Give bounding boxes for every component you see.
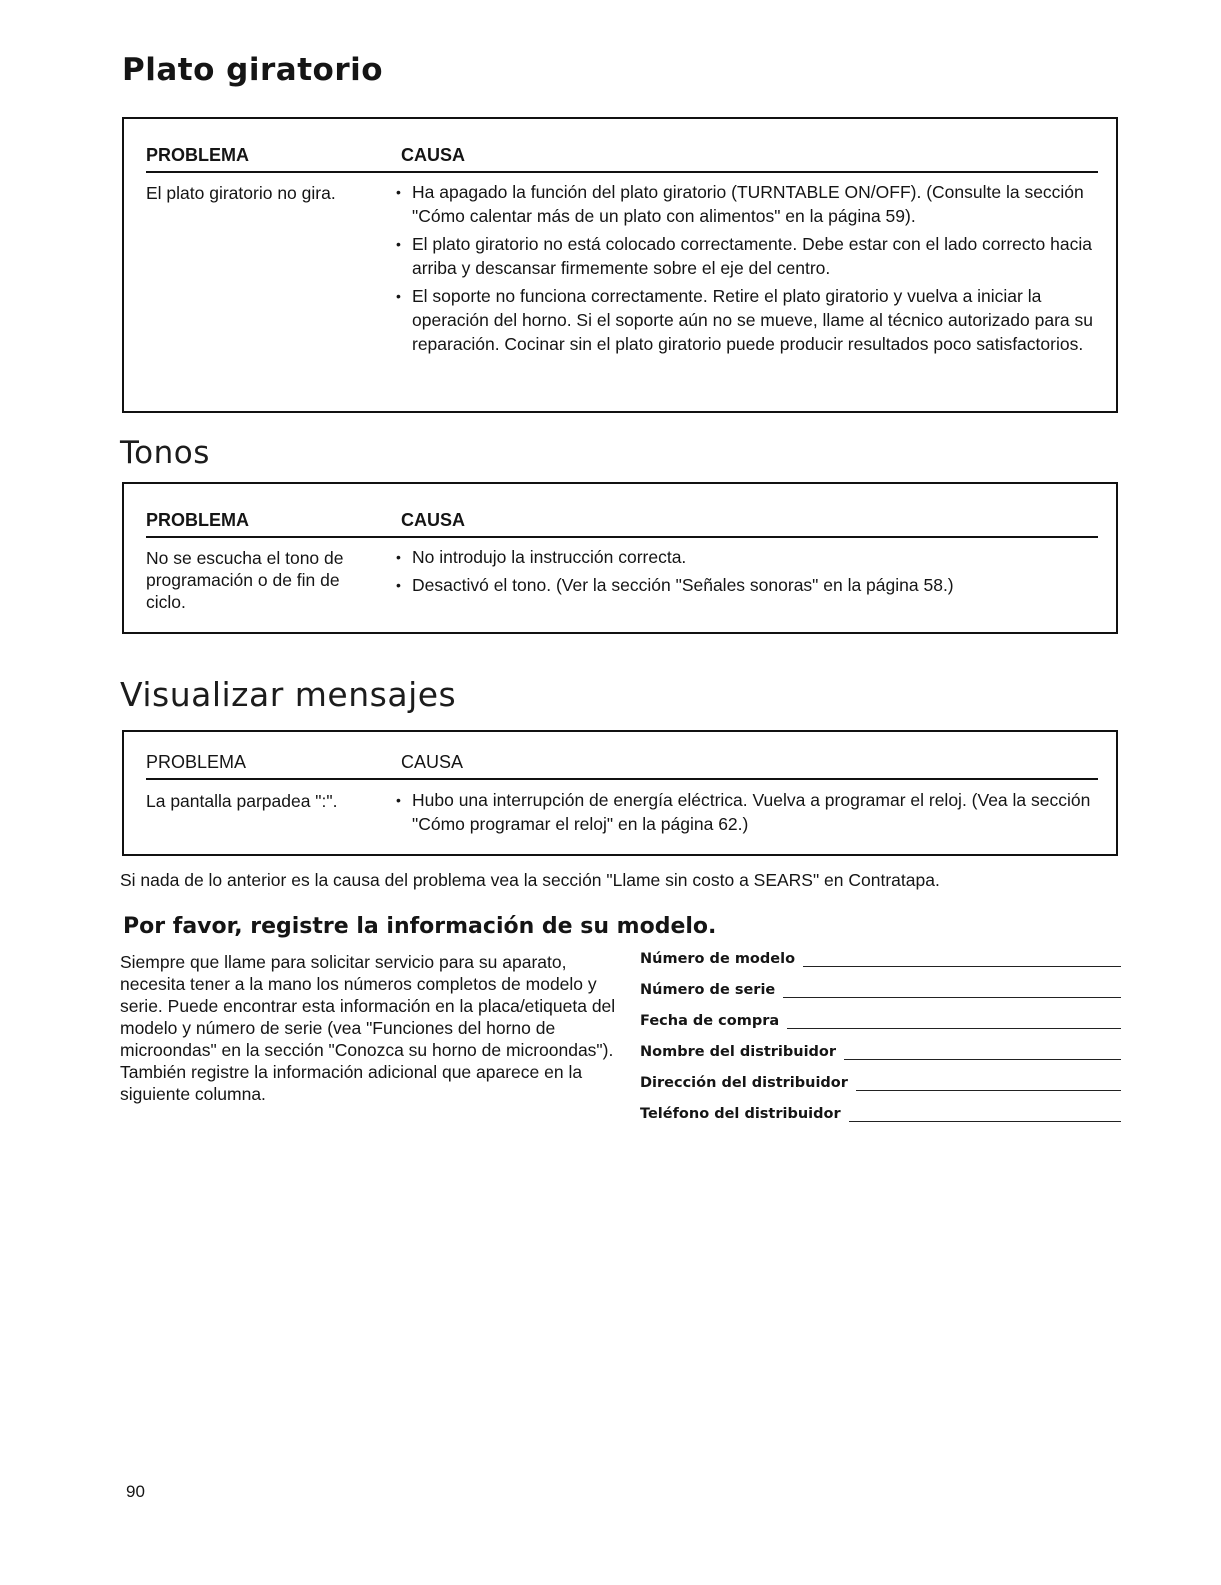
page-number: 90 [126,1482,145,1501]
problem-text: La pantalla parpadea ":". [146,791,338,811]
form-row-serial-number [640,982,1125,1013]
field-label: Fecha de compra [640,1013,780,1029]
turntable-troubleshooting-table [122,117,1118,413]
cause-column-header: CAUSA [401,145,466,165]
form-row-dealer-phone [640,1106,1125,1137]
serial-number-blank[interactable] [783,982,1121,998]
field-label: Nombre del distribuidor [640,1044,837,1060]
registration-title: Por favor, registre la información de su modelo. [123,914,717,939]
cause-item: • El soporte no funciona correctamente. Retire el plato giratorio y vuelva a iniciar la operación del horno. Si el soporte aún no se mueve, llame al técnico autorizado para su reparación. Cocinar sin el plato giratorio puede producir resultados poco satisfactorios. [394,284,1094,356]
cause-column-header: CAUSA [401,752,464,772]
service-note: Si nada de lo anterior es la causa del problema vea la sección "Llame sin costo a SEARS" en Contratapa. [120,870,940,890]
table-header [146,748,1098,780]
dealer-name-blank[interactable] [844,1044,1121,1060]
problem-column-header: PROBLEMA [146,752,247,772]
field-label: Teléfono del distribuidor [640,1106,841,1122]
table-header [146,141,1098,173]
cause-item: • No introdujo la instrucción correcta. [394,545,1094,569]
table-header [146,506,1098,538]
field-label: Número de modelo [640,951,796,967]
section-title-tones: Tonos [120,435,210,471]
model-info-form [640,951,1125,1137]
display-messages-troubleshooting-table [122,730,1118,856]
dealer-phone-blank[interactable] [849,1106,1121,1122]
form-row-dealer-name [640,1044,1125,1075]
cause-column-header: CAUSA [401,510,466,530]
cause-item: • Desactivó el tono. (Ver la sección "Señales sonoras" en la página 58.) [394,573,1094,597]
model-number-blank[interactable] [803,951,1121,967]
cause-item: • Hubo una interrupción de energía eléctrica. Vuelva a programar el reloj. (Vea la sección "Cómo programar el reloj" en la página 62.) [394,788,1094,836]
tones-troubleshooting-table [122,482,1118,634]
registration-text: Siempre que llame para solicitar servicio para su aparato, necesita tener a la mano los números completos de modelo y serie. Puede encontrar esta información en la placa/etiqueta del modelo y número de serie (vea "Funciones del horno de microondas" en la sección "Conozca su horno de microondas"). También registre la información adicional que aparece en la siguiente columna. [120,952,616,1104]
section-title-display-messages: Visualizar mensajes [120,675,457,714]
field-label: Número de serie [640,982,776,998]
problem-text: El plato giratorio no gira. [146,183,336,203]
cause-list [394,545,1094,601]
cause-item: • Ha apagado la función del plato giratorio (TURNTABLE ON/OFF). (Consulte la sección "Cómo calentar más de un plato con alimentos" en la página 59). [394,180,1094,228]
problem-text: No se escucha el tono de programación o de fin de ciclo. [146,548,344,612]
dealer-address-blank[interactable] [856,1075,1121,1091]
form-row-purchase-date [640,1013,1125,1044]
purchase-date-blank[interactable] [787,1013,1121,1029]
cause-list [394,180,1094,360]
section-title-turntable: Plato giratorio [122,52,384,88]
problem-column-header: PROBLEMA [146,510,249,530]
problem-column-header: PROBLEMA [146,145,249,165]
cause-item: • El plato giratorio no está colocado correctamente. Debe estar con el lado correcto hacia arriba y descansar firmemente sobre el eje del centro. [394,232,1094,280]
cause-list [394,788,1094,840]
field-label: Dirección del distribuidor [640,1075,848,1091]
form-row-model-number [640,951,1125,982]
form-row-dealer-address [640,1075,1125,1106]
